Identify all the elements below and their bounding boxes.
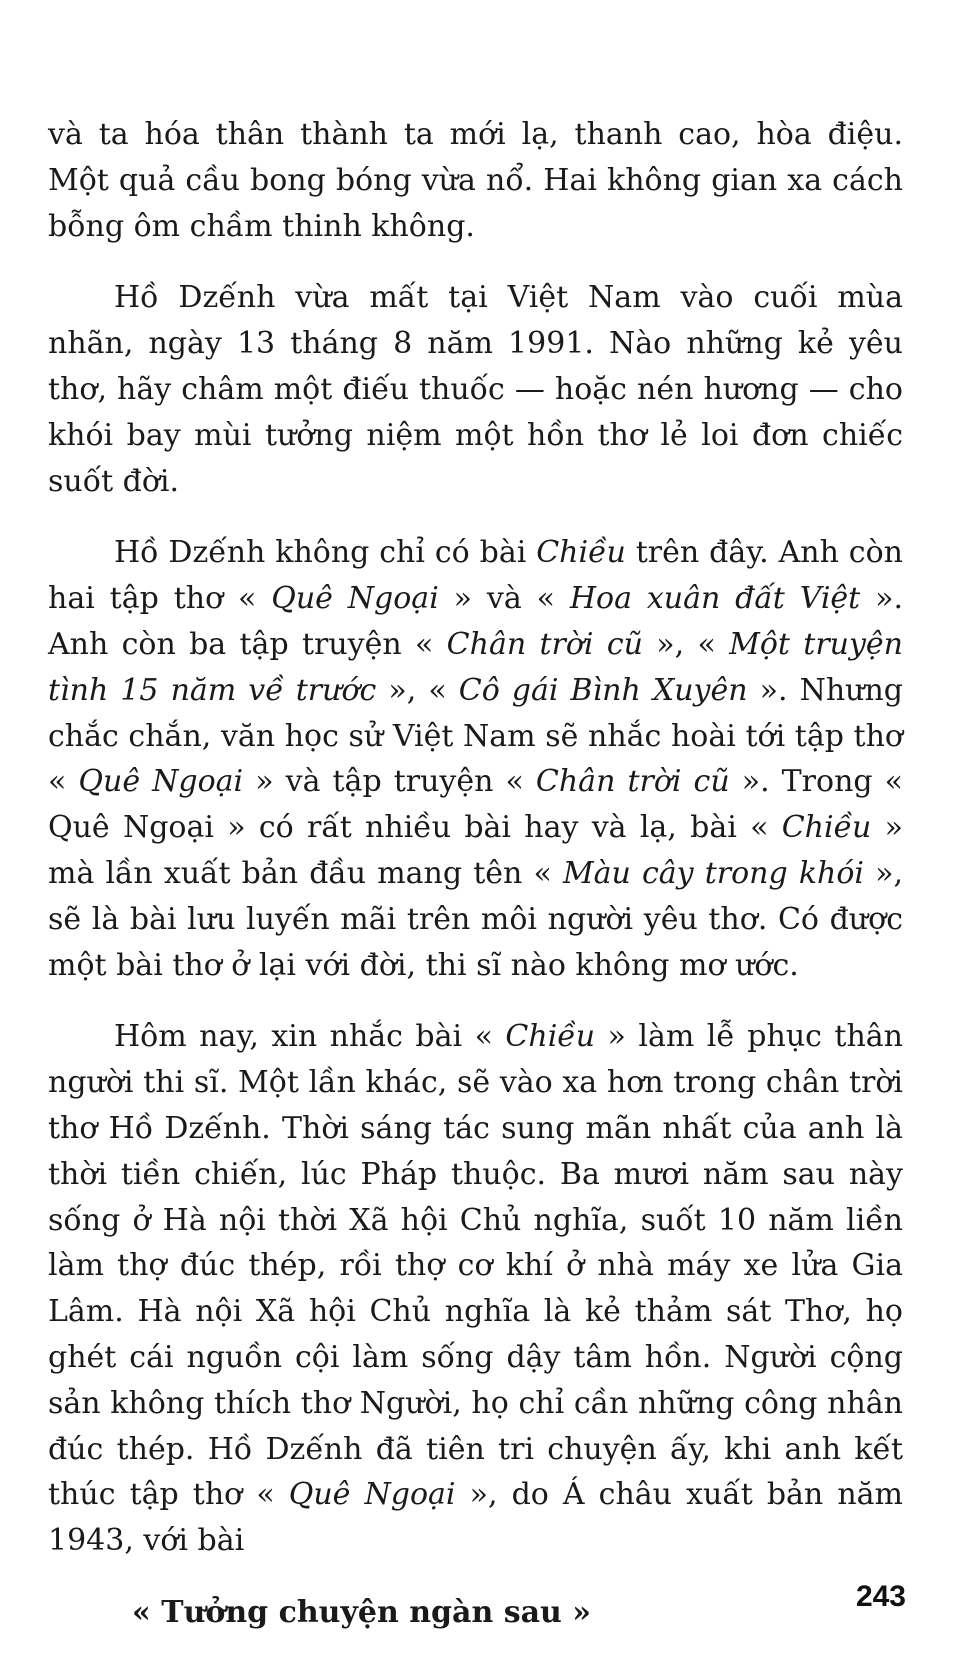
italic-title-text: Quê Ngoại	[271, 581, 439, 617]
text-span: » và «	[438, 581, 570, 617]
text-span: Hồ Dzếnh không chỉ có bài	[114, 535, 537, 571]
page-number: 243	[855, 1580, 906, 1613]
italic-title-text: Chiều	[781, 810, 872, 846]
text-span: Hôm nay, xin nhắc bài «	[114, 1019, 506, 1055]
text-span: ». Nhưng chắc chắn, văn học sử Việt Nam sẽ nhắc hoài tới tập thơ «	[48, 672, 903, 800]
text-span: » làm lễ phục thân người thi sĩ. Một lần khác, sẽ vào xa hơn trong chân trời thơ Hồ Dzếnh. Thời sáng tác sung mãn nhất của anh là thời tiền chiến, lúc Pháp thuộc. Ba mươi năm sau này sống ở Hà nội thời Xã hội Chủ nghĩa, suốt 10 năm liền làm thợ đúc thép, rồi thợ cơ khí ở nhà máy xe lửa Gia Lâm. Hà nội Xã hội Chủ nghĩa là kẻ thảm sát Thơ, họ ghét cái nguồn cội làm sống dậy tâm hồn. Người cộng sản không thích thơ Người, họ chỉ cần những công nhân đúc thép. Hồ Dzếnh đã tiên tri chuyện ấy, khi anh kết thúc tập thơ «	[48, 1019, 903, 1513]
poem-title: « Tưởng chuyện ngàn sau »	[132, 1594, 592, 1630]
text-span: », sẽ là bài lưu luyến mãi trên môi người yêu thơ. Có được một bài thơ ở lại với đời, thi sĩ nào không mơ ước.	[48, 855, 903, 983]
text-span: », «	[376, 672, 459, 708]
italic-title-text: Hoa xuân đất Việt	[569, 581, 861, 617]
italic-title-text: Cô gái Bình Xuyên	[458, 672, 748, 708]
text-span: trên đây. Anh còn hai tập thơ «	[48, 535, 903, 617]
text-span: » và tập truyện «	[243, 764, 536, 800]
text-span: ». Anh còn ba tập truyện «	[48, 581, 904, 662]
text-span: ». Trong « Quê Ngoại » có rất nhiều bài hay và lạ, bài «	[48, 764, 904, 846]
italic-title-text: Một truyện tình 15 năm về trước	[48, 626, 904, 708]
paragraph-3	[48, 530, 903, 988]
body-text	[48, 112, 903, 1636]
paragraph-4	[48, 1014, 903, 1564]
italic-title-text: Chân trời cũ	[446, 626, 643, 662]
paragraph-2	[48, 275, 903, 504]
text-span: và ta hóa thân thành ta mới lạ, thanh cao, hòa điệu. Một quả cầu bong bóng vừa nổ. Hai không gian xa cách bỗng ôm chầm thinh không.	[48, 117, 903, 244]
italic-title-text: Chiều	[536, 535, 626, 571]
italic-title-text: Chân trời cũ	[535, 764, 730, 800]
italic-title-text: Quê Ngoại	[78, 764, 244, 800]
text-span: Hồ Dzếnh vừa mất tại Việt Nam vào cuối mùa nhãn, ngày 13 tháng 8 năm 1991. Nào những kẻ yêu thơ, hãy châm một điếu thuốc — hoặc nén hương — cho khói bay mùi tưởng niệm một hồn thơ lẻ loi đơn chiếc suốt đời.	[48, 280, 903, 499]
text-span: », do Á châu xuất bản năm 1943, với bài	[48, 1477, 903, 1559]
text-span: » mà lần xuất bản đầu mang tên «	[48, 810, 904, 891]
italic-title-text: Quê Ngoại	[288, 1477, 456, 1513]
italic-title-text: Màu cây trong khói	[562, 855, 864, 891]
italic-title-text: Chiều	[505, 1019, 596, 1055]
paragraph-1	[48, 112, 903, 249]
text-span: », «	[642, 626, 730, 662]
